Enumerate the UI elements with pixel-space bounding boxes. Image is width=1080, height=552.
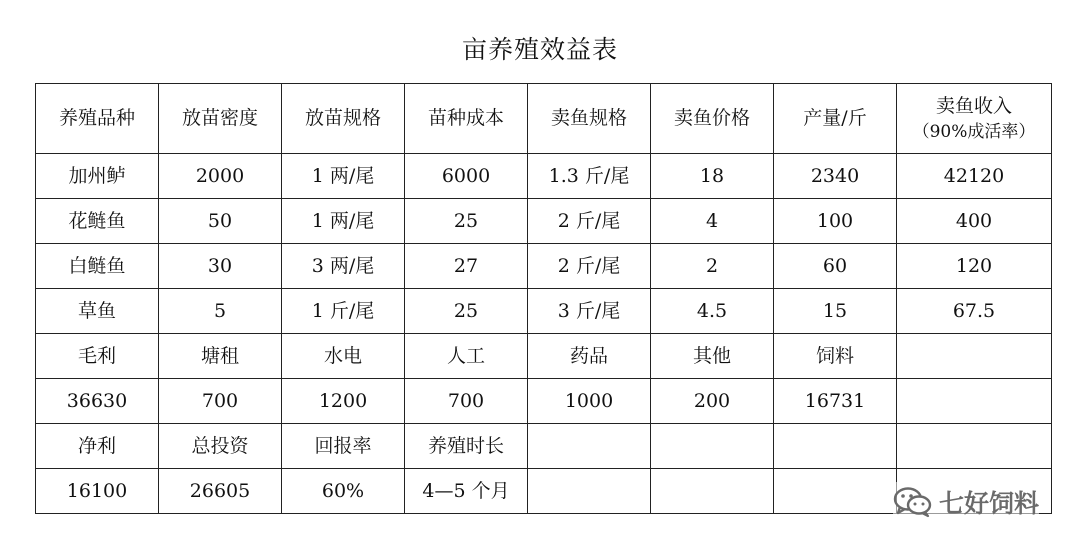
table-cell: 4 (651, 199, 774, 244)
header-cell-income (897, 84, 1052, 154)
table-cell: 净利 (36, 424, 159, 469)
table-cell: 36630 (36, 379, 159, 424)
table-cell (528, 424, 651, 469)
table-cell: 2 (651, 244, 774, 289)
table-cell: 50 (159, 199, 282, 244)
page-title: 亩养殖效益表 (461, 35, 618, 64)
header-income-label: 卖鱼收入 (935, 94, 1012, 117)
table-row (36, 379, 1052, 424)
header-cell: 卖鱼价格 (651, 84, 774, 154)
watermark (893, 482, 1039, 522)
header-survival-note: （90%成活率） (912, 121, 1036, 142)
table-cell (897, 334, 1052, 379)
table-cell (897, 424, 1052, 469)
table-cell: 3 斤/尾 (528, 289, 651, 334)
table-cell: 1.3 斤/尾 (528, 154, 651, 199)
header-cell: 苗种成本 (405, 84, 528, 154)
table-cell: 塘租 (159, 334, 282, 379)
table-cell: 1200 (282, 379, 405, 424)
table-cell: 25 (405, 199, 528, 244)
table-cell: 18 (651, 154, 774, 199)
header-cell: 卖鱼规格 (528, 84, 651, 154)
watermark-text: 七好饲料 (939, 489, 1040, 518)
table-cell: 人工 (405, 334, 528, 379)
table-cell (774, 469, 897, 514)
header-cell: 放苗规格 (282, 84, 405, 154)
table-cell: 400 (897, 199, 1052, 244)
table-cell: 200 (651, 379, 774, 424)
table-cell (774, 424, 897, 469)
table-cell: 饲料 (774, 334, 897, 379)
table-cell: 15 (774, 289, 897, 334)
wechat-icon (893, 486, 933, 518)
table-cell: 加州鲈 (36, 154, 159, 199)
table-row (36, 154, 1052, 199)
table-cell: 草鱼 (36, 289, 159, 334)
header-cell: 放苗密度 (159, 84, 282, 154)
table-cell: 60% (282, 469, 405, 514)
table-cell: 60 (774, 244, 897, 289)
table-cell: 水电 (282, 334, 405, 379)
table-cell (651, 469, 774, 514)
table-cell: 100 (774, 199, 897, 244)
table-cell: 花鲢鱼 (36, 199, 159, 244)
table-row (36, 289, 1052, 334)
table-cell: 5 (159, 289, 282, 334)
table-cell: 3 两/尾 (282, 244, 405, 289)
table-row (36, 334, 1052, 379)
table-cell: 1 两/尾 (282, 154, 405, 199)
table-header-row (36, 84, 1052, 154)
table-cell: 26605 (159, 469, 282, 514)
table-row (36, 424, 1052, 469)
table-cell: 25 (405, 289, 528, 334)
table-row (36, 199, 1052, 244)
table-cell: 1 斤/尾 (282, 289, 405, 334)
table-cell: 2 斤/尾 (528, 244, 651, 289)
header-cell: 养殖品种 (36, 84, 159, 154)
table-cell: 2000 (159, 154, 282, 199)
table-cell: 回报率 (282, 424, 405, 469)
table-cell (897, 379, 1052, 424)
table-cell: 700 (159, 379, 282, 424)
benefit-table (35, 83, 1052, 514)
table-cell: 120 (897, 244, 1052, 289)
table-cell: 4—5 个月 (405, 469, 528, 514)
table-cell: 1000 (528, 379, 651, 424)
table-cell: 1 两/尾 (282, 199, 405, 244)
header-cell: 产量/斤 (774, 84, 897, 154)
table-cell: 2 斤/尾 (528, 199, 651, 244)
table-cell (651, 424, 774, 469)
table-cell: 养殖时长 (405, 424, 528, 469)
table-cell: 毛利 (36, 334, 159, 379)
table-cell: 16100 (36, 469, 159, 514)
table-cell: 700 (405, 379, 528, 424)
table-cell: 4.5 (651, 289, 774, 334)
table-cell: 药品 (528, 334, 651, 379)
table-cell: 白鲢鱼 (36, 244, 159, 289)
table-cell: 67.5 (897, 289, 1052, 334)
table-cell: 6000 (405, 154, 528, 199)
table-cell (528, 469, 651, 514)
table-cell: 42120 (897, 154, 1052, 199)
table-row (36, 244, 1052, 289)
table-cell: 其他 (651, 334, 774, 379)
table-cell: 总投资 (159, 424, 282, 469)
table-cell: 2340 (774, 154, 897, 199)
table-cell: 30 (159, 244, 282, 289)
table-cell: 27 (405, 244, 528, 289)
table-cell: 16731 (774, 379, 897, 424)
